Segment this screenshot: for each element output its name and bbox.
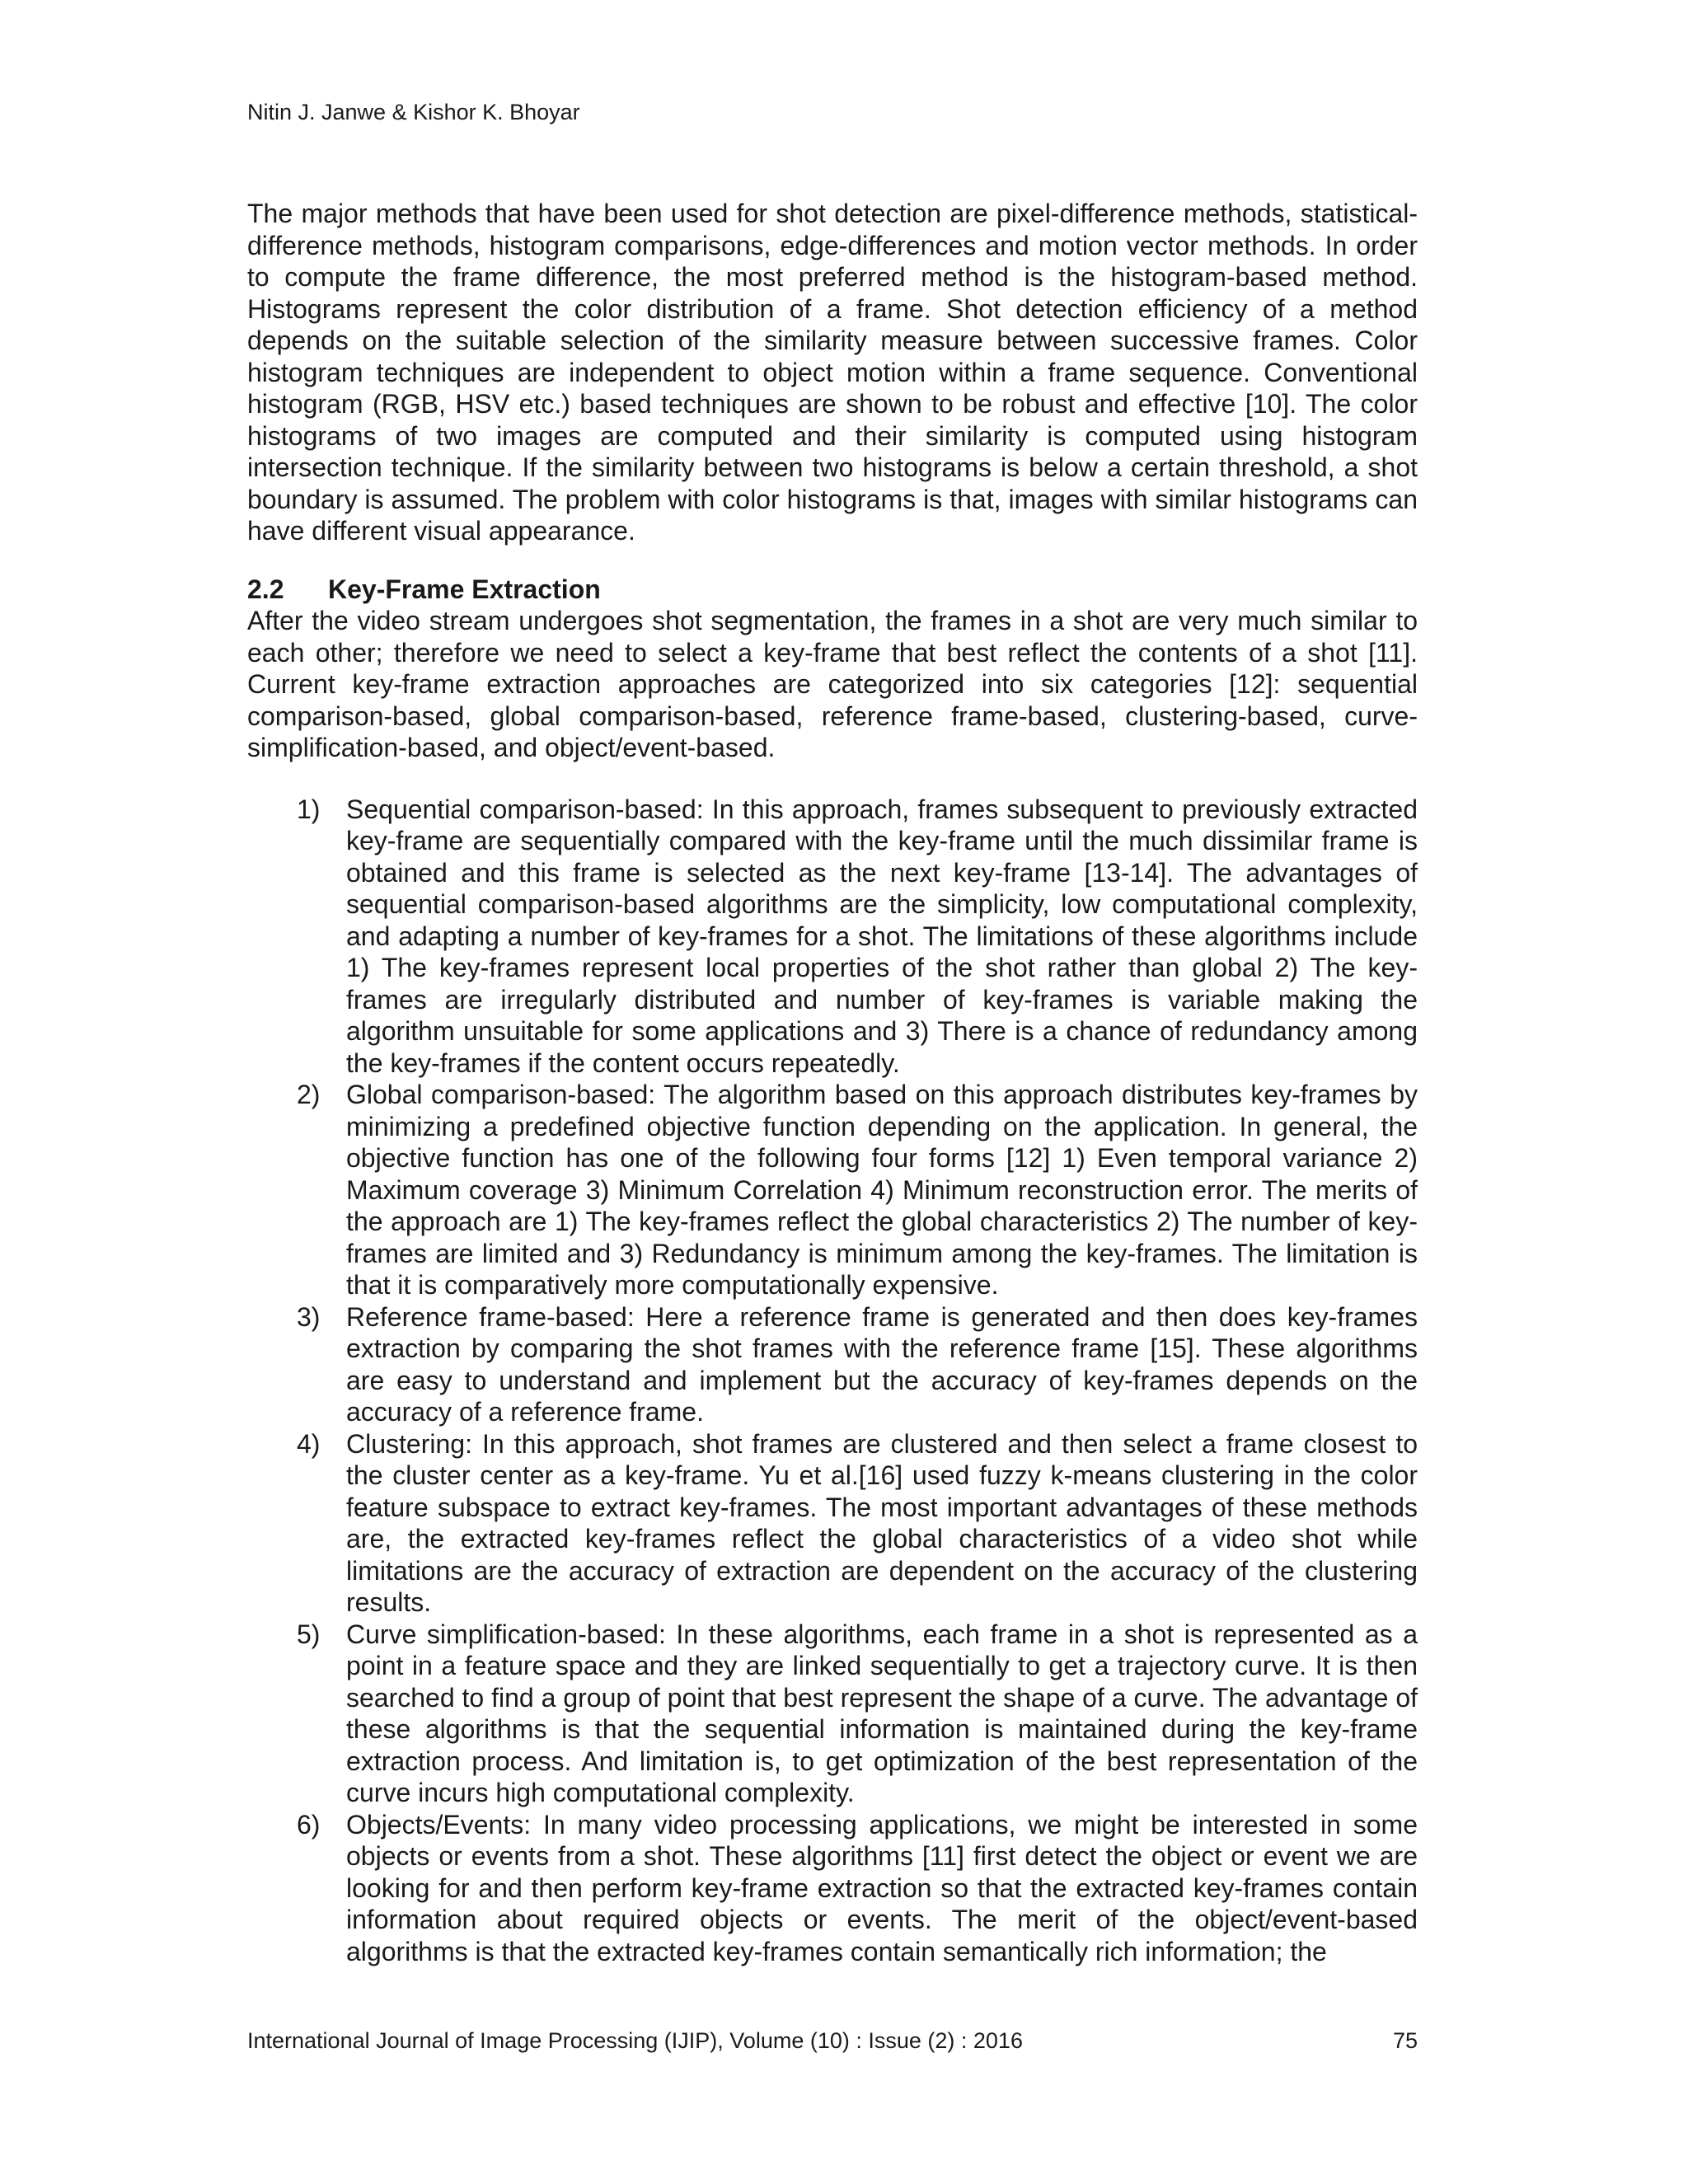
list-item — [247, 1619, 1418, 1809]
list-item-number: 3) — [297, 1301, 321, 1332]
page-footer — [247, 2026, 1418, 2055]
list-item-text: Sequential comparison-based: In this approach, frames subsequent to previously extracted key-frame are sequentially compared with the key-frame until the much dissimilar frame is obtained and this frame is selected as the next key-frame [13-14]. The advantages of sequential comparison-based algorithms are the simplicity, low computational complexity, and adapting a number of key-frames for a shot. The limitations of these algorithms include 1) The key-frames represent local properties of the shot rather than global 2) The key-frames are irregularly distributed and number of key-frames is variable making the algorithm unsuitable for some applications and 3) There is a chance of redundancy among the key-frames if the content occurs repeatedly. — [346, 794, 1418, 1078]
intro-paragraph: The major methods that have been used for shot detection are pixel-difference methods, statistical-difference methods, histogram comparisons, edge-differences and motion vector methods. In order to compute the frame difference, the most preferred method is the histogram-based method. Histograms represent the color distribution of a frame. Shot detection efficiency of a method depends on the suitable selection of the similarity measure between successive frames. Color histogram techniques are independent to object motion within a frame sequence. Conventional histogram (RGB, HSV etc.) based techniques are shown to be robust and effective [10]. The color histograms of two images are computed and their similarity is computed using histogram intersection technique. If the similarity between two histograms is below a certain threshold, a shot boundary is assumed. The problem with color histograms is that, images with similar histograms can have different visual appearance. — [247, 199, 1418, 546]
section-paragraph: After the video stream undergoes shot segmentation, the frames in a shot are very much similar to each other; therefore we need to select a key-frame that best reflect the contents of a shot [11]. Current key-frame extraction approaches are categorized into six categories [12]: sequential comparison-based, global comparison-based, reference frame-based, clustering-based, curve-simplification-based, and object/event-based. — [247, 606, 1418, 762]
section-heading — [247, 574, 1418, 606]
list-item-number: 4) — [297, 1428, 321, 1459]
key-frame-approaches-list — [247, 794, 1418, 1968]
list-item-text: Objects/Events: In many video processing applications, we might be interested in some objects or events from a shot. These algorithms [11] first detect the object or event we are looking for and then perform key-frame extraction so that the extracted key-frames contain information about required objects or events. The merit of the object/event-based algorithms is that the extracted key-frames contain semantically rich information; the — [346, 1809, 1418, 1966]
page-header-authors: Nitin J. Janwe & Kishor K. Bhoyar — [247, 100, 580, 124]
list-item-text: Clustering: In this approach, shot frames are clustered and then select a frame closest to the cluster center as a key-frame. Yu et al.[16] used fuzzy k-means clustering in the color feature subspace to extract key-frames. The most important advantages of these methods are, the extracted key-frames reflect the global characteristics of a video shot while limitations are the accuracy of extraction are dependent on the accuracy of the clustering results. — [346, 1428, 1418, 1617]
list-item-number: 1) — [297, 794, 321, 824]
section-number: 2.2 — [247, 574, 284, 604]
list-item-number: 5) — [297, 1619, 321, 1649]
list-item — [247, 1079, 1418, 1301]
list-item-number: 6) — [297, 1809, 321, 1840]
list-item-number: 2) — [297, 1080, 321, 1109]
footer-page-number: 75 — [1392, 2028, 1418, 2053]
page-content — [247, 198, 1418, 1967]
list-item — [247, 1428, 1418, 1619]
list-item — [247, 794, 1418, 1080]
section-title: Key-Frame Extraction — [328, 574, 601, 604]
list-item-text: Reference frame-based: Here a reference frame is generated and then does key-frames extraction by comparing the shot frames with the reference frame [15]. These algorithms are easy to understand and implement but the accuracy of key-frames depends on the accuracy of a reference frame. — [346, 1301, 1418, 1427]
list-item — [247, 1301, 1418, 1428]
list-item — [247, 1809, 1418, 1968]
list-item-text: Curve simplification-based: In these algorithms, each frame in a shot is represented as a point in a feature space and they are linked sequentially to get a trajectory curve. It is then searched to find a group of point that best represent the shape of a curve. The advantage of these algorithms is that the sequential information is maintained during the key-frame extraction process. And limitation is, to get optimization of the best representation of the curve incurs high computational complexity. — [346, 1619, 1418, 1807]
list-item-text: Global comparison-based: The algorithm based on this approach distributes key-frames by minimizing a predefined objective function depending on the application. In general, the objective function has one of the following four forms [12] 1) Even temporal variance 2) Maximum coverage 3) Minimum Correlation 4) Minimum reconstruction error. The merits of the approach are 1) The key-frames reflect the global characteristics 2) The number of key-frames are limited and 3) Redundancy is minimum among the key-frames. The limitation is that it is comparatively more computationally expensive. — [346, 1080, 1418, 1300]
footer-journal: International Journal of Image Processing (IJIP), Volume (10) : Issue (2) : 2016 — [247, 2028, 1023, 2053]
